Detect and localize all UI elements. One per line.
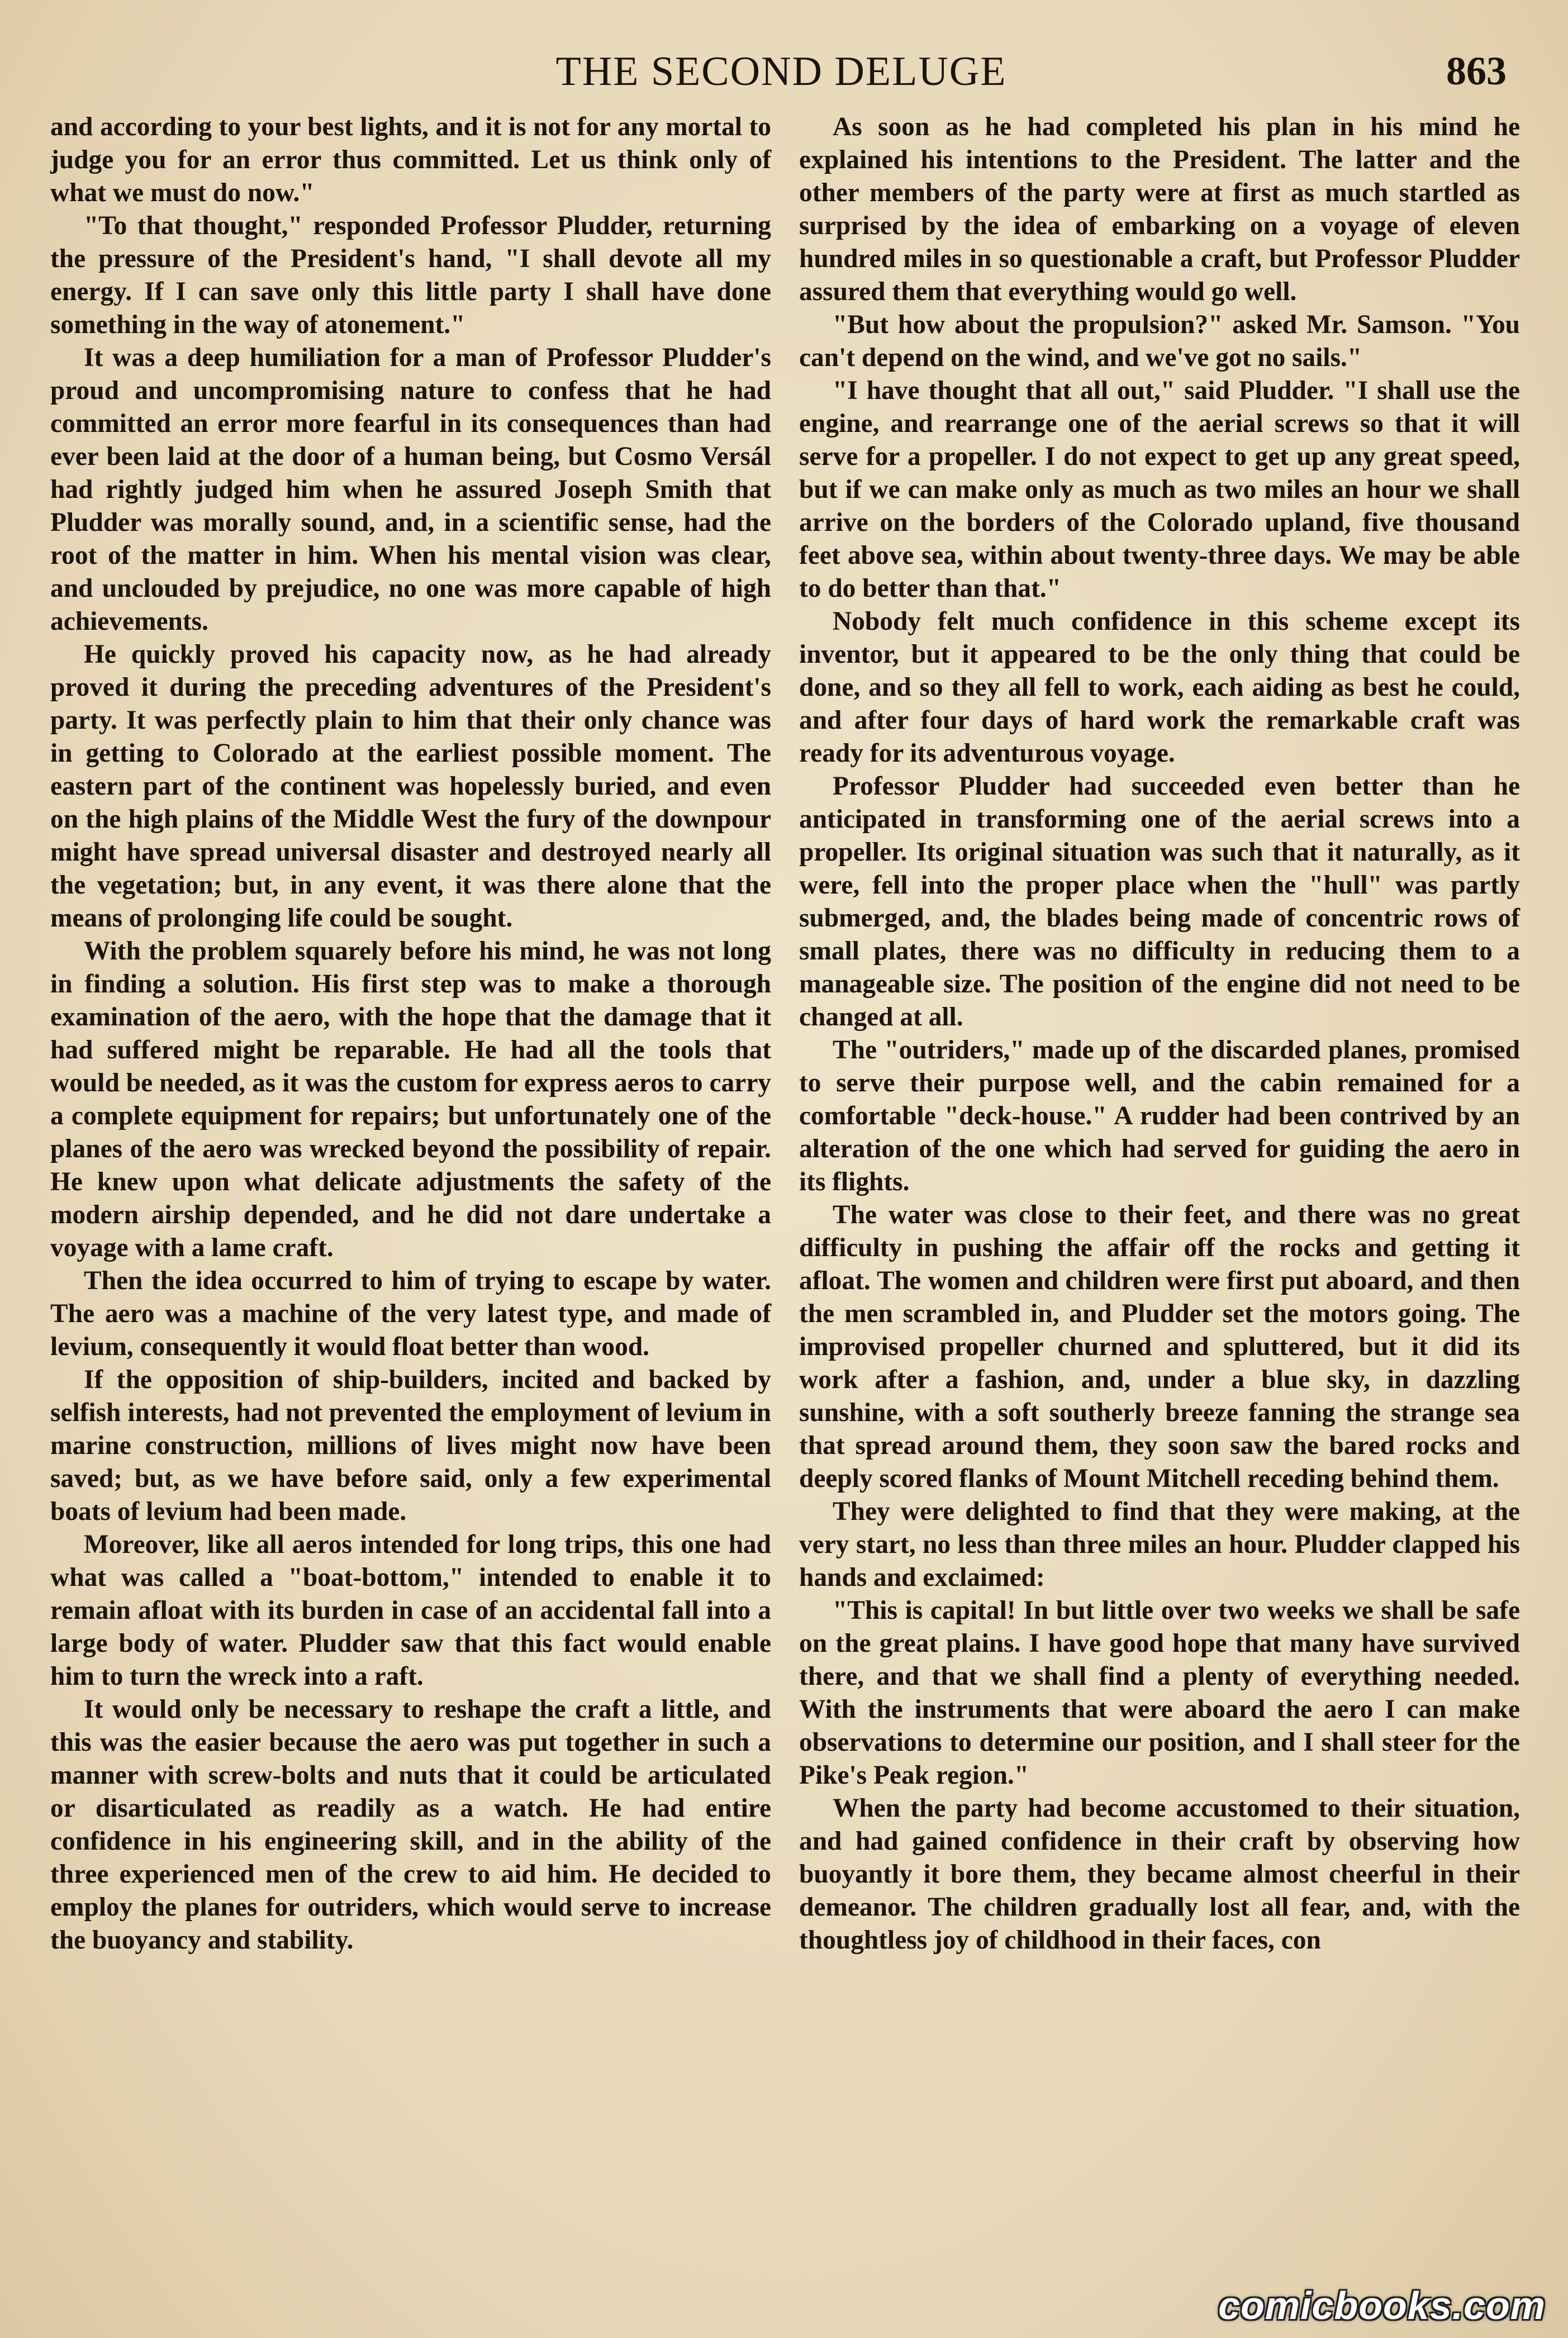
paragraph: Nobody felt much confidence in this scheme except its inventor, but it appeared to be the only thing that could be done, and so they all fell to work, each aiding as best he could, and after four days of hard work the remarkable craft was ready for its adventurous voyage. — [799, 607, 1520, 768]
paragraph: "I have thought that all out," said Pludder. "I shall use the engine, and rearrange one of the aerial screws so that it will serve for a propeller. I do not expect to get up any great speed, but if we can make only as much as two miles an hour we shall arrive on the borders of the Colorado upland, five thousand feet above sea, within about twenty-three days. We may be able to do better than that." — [799, 376, 1520, 603]
paragraph: With the problem squarely before his mind, he was not long in finding a solution. His first step was to make a thorough examination of the aero, with the hope that the damage that it had suffered might be reparable. He had all the tools that would be needed, as it was the custom for express aeros to carry a complete equipment for repairs; but unfortunately one of the planes of the aero was wrecked beyond the possibility of repair. He knew upon what delicate adjustments the safety of the modern airship depended, and he did not dare undertake a voyage with a lame craft. — [50, 937, 771, 1262]
page-header — [50, 45, 1512, 106]
paragraph: As soon as he had completed his plan in his mind he explained his intentions to the President. The latter and the other members of the party were at first as much startled as surprised by the idea of embarking on a voyage of eleven hundred miles in so questionable a craft, but Professor Pludder assured them that everything would go well. — [799, 112, 1520, 306]
paragraph: They were delighted to find that they were making, at the very start, no less than three miles an hour. Pludder clapped his hands and exclaimed: — [799, 1497, 1520, 1592]
watermark: comicbooks.com — [1218, 2284, 1546, 2327]
paragraph: "This is capital! In but little over two weeks we shall be safe on the great plains. I have good hope that many have survived there, and that we shall find a plenty of everything needed. With the instruments that were aboard the aero I can make observations to determine our position, and I shall steer for the Pike's Peak region." — [799, 1596, 1520, 1790]
paragraph: When the party had become accustomed to their situation, and had gained confidence in their craft by observing how buoyantly it bore them, they became almost cheerful in their demeanor. The children gradually lost all fear, and, with the thoughtless joy of childhood in their faces, con — [799, 1794, 1520, 1955]
paragraph: Professor Pludder had succeeded even better than he anticipated in transforming one of the aerial screws into a propeller. Its original situation was such that it naturally, as it were, fell into the proper place when the "hull" was partly submerged, and, the blades being made of concentric rows of small plates, there was no difficulty in reducing them to a manageable size. The position of the engine did not need to be changed at all. — [799, 772, 1520, 1032]
paragraph: He quickly proved his capacity now, as he had already proved it during the preceding adventures of the President's party. It was perfectly plain to him that their only chance was in getting to Colorado at the earliest possible moment. The eastern part of the continent was hopelessly buried, and even on the high plains of the Middle West the fury of the downpour might have spread universal disaster and destroyed nearly all the vegetation; but, in any event, it was there alone that the means of prolonging life could be sought. — [50, 640, 771, 933]
paragraph: It was a deep humiliation for a man of Professor Pludder's proud and uncompromising nature to confess that he had committed an error more fearful in its consequences than had ever been laid at the door of a human being, but Cosmo Versál had rightly judged him when he assured Joseph Smith that Pludder was morally sound, and, in a scientific sense, had the root of the matter in him. When his mental vision was clear, and unclouded by prejudice, no one was more capable of high achievements. — [50, 343, 771, 636]
paragraph: The water was close to their feet, and there was no great difficulty in pushing the affair off the rocks and getting it afloat. The women and children were first put aboard, and then the men scrambled in, and Pludder set the motors going. The improvised propeller churned and spluttered, but it did its work after a fashion, and, under a blue sky, in dazzling sunshine, with a soft southerly breeze fanning the strange sea that spread around them, they soon saw the bared rocks and deeply scored flanks of Mount Mitchell receding behind them. — [799, 1200, 1520, 1493]
paragraph: "But how about the propulsion?" asked Mr. Samson. "You can't depend on the wind, and we've got no sails." — [799, 310, 1520, 372]
paragraph: If the opposition of ship-builders, incited and backed by selfish interests, had not prevented the employment of levium in marine construction, millions of lives might now have been saved; but, as we have before said, only a few experimental boats of levium had been made. — [50, 1365, 771, 1526]
right-column — [799, 111, 1520, 1957]
page-number: 863 — [1446, 49, 1507, 93]
paragraph: It would only be necessary to reshape the craft a little, and this was the easier because the aero was put together in such a manner with screw-bolts and nuts that it could be articulated or disarticulated as readily as a watch. He had entire confidence in his engineering skill, and in the ability of the three experienced men of the crew to aid him. He decided to employ the planes for outriders, which would serve to increase the buoyancy and stability. — [50, 1695, 771, 1955]
left-column — [50, 111, 771, 1957]
paragraph: Moreover, like all aeros intended for long trips, this one had what was called a "boat-bottom," intended to enable it to remain afloat with its burden in case of an accidental fall into a large body of water. Pludder saw that this fact would enable him to turn the wreck into a raft. — [50, 1530, 771, 1691]
paragraph: and according to your best lights, and it is not for any mortal to judge you for an error thus committed. Let us think only of what we must do now." — [50, 112, 771, 207]
paragraph: The "outriders," made up of the discarded planes, promised to serve their purpose well, and the cabin remained for a comfortable "deck-house." A rudder had been contrived by an alteration of the one which had served for guiding the aero in its flights. — [799, 1035, 1520, 1196]
paragraph: Then the idea occurred to him of trying to escape by water. The aero was a machine of the very latest type, and made of levium, consequently it would float better than wood. — [50, 1266, 771, 1361]
paragraph: "To that thought," responded Professor Pludder, returning the pressure of the President's hand, "I shall devote all my energy. If I can save only this little party I shall have done something in the way of atonement." — [50, 211, 771, 339]
running-title: THE SECOND DELUGE — [555, 49, 1007, 94]
